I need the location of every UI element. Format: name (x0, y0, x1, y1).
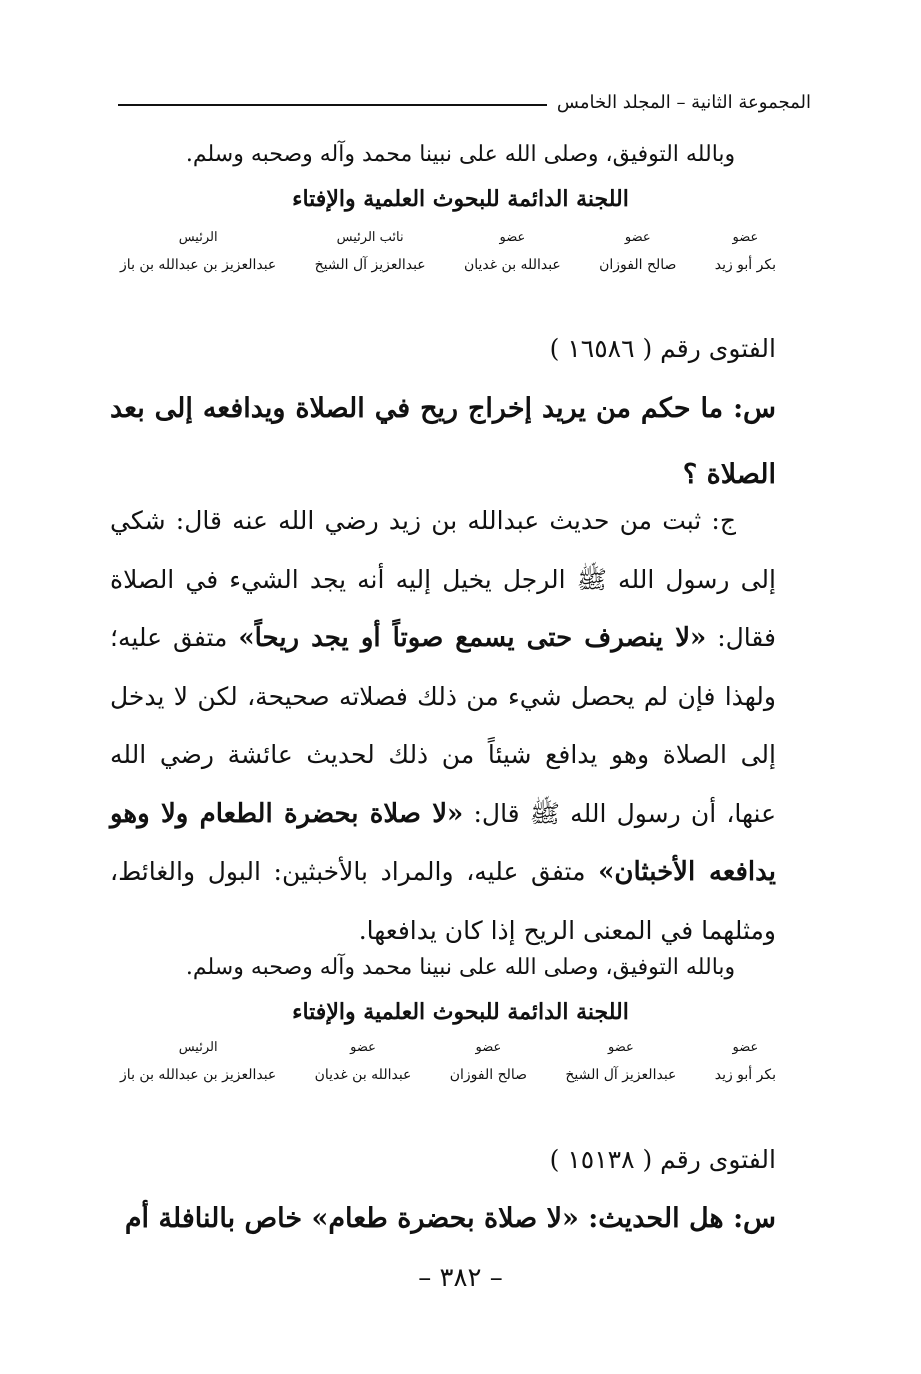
hadith-quote: «لا ينصرف حتى يسمع صوتاً أو يجد ريحاً» (238, 623, 707, 653)
signatory (120, 1040, 276, 1083)
answer-text: ج: ثبت من حديث عبدالله بن زيد رضي الله عنه قال: شكي إلى رسول الله ﷺ الرجل يخيل إليه أنه يجد الشيء في الصلاة فقال: (110, 506, 776, 652)
signatory-name: صالح الفوزان (599, 257, 677, 273)
signatory-name: بكر أبو زيد (714, 257, 776, 273)
hadith-quote: «لا صلاة بحضرة الطعام ولا وهو يدافعه الأخبثان» (110, 798, 776, 887)
signatory (464, 230, 561, 273)
closing-formula-2: وبالله التوفيق، وصلى الله على نبينا محمد وآله وصحبه وسلم. (185, 955, 736, 980)
signatory-role: عضو (350, 1040, 376, 1055)
signatory (565, 1040, 676, 1083)
running-header (118, 92, 811, 113)
signatory (715, 230, 776, 273)
signatory (450, 1040, 527, 1083)
signatory (315, 230, 426, 273)
question-1: س: ما حكم من يريد إخراج ريح في الصلاة ويدافعه إلى بعد الصلاة ؟ (110, 393, 776, 490)
signatories-2 (120, 1040, 776, 1083)
header-title: المجموعة الثانية – المجلد الخامس (556, 92, 811, 113)
page-number: – ٣٨٢ – (418, 1263, 503, 1293)
signatory-name: عبدالعزيز بن عبدالله بن باز (120, 1067, 277, 1083)
header-rule (118, 104, 547, 106)
question-2: س: هل الحديث: «لا صلاة بحضرة طعام» خاص بالنافلة أم (124, 1203, 776, 1234)
signatory-role: نائب الرئيس (336, 230, 404, 245)
signatory-name: صالح الفوزان (449, 1067, 528, 1083)
answer-text: متفق عليه؛ ولهذا فإن لم يحصل شيء من ذلك فصلاته صحيحة، لكن لا يدخل إلى الصلاة وهو يدافع شيئاً من ذلك لحديث عائشة رضي الله عنها، أن رسول الله ﷺ قال: (110, 623, 776, 828)
signatory-role: عضو (732, 1040, 759, 1055)
answer-1 (110, 492, 776, 960)
signatories-1 (120, 230, 776, 273)
signatory-name: عبدالعزيز آل الشيخ (565, 1067, 677, 1083)
signatory-name: عبدالله بن غديان (314, 1067, 412, 1083)
signatory (715, 1040, 776, 1083)
committee-name-2: اللجنة الدائمة للبحوث العلمية والإفتاء (292, 999, 629, 1025)
answer-text: متفق عليه، والمراد بالأخبثين: البول والغائط، ومثلهما في المعنى الريح إذا كان يدافعها. (110, 857, 776, 945)
signatory-role: عضو (608, 1040, 634, 1055)
signatory (120, 230, 276, 273)
signatory (315, 1040, 412, 1083)
closing-formula-1: وبالله التوفيق، وصلى الله على نبينا محمد وآله وصحبه وسلم. (185, 142, 736, 167)
signatory (599, 230, 676, 273)
signatory-name: عبدالعزيز آل الشيخ (314, 257, 426, 273)
signatory-role: عضو (499, 230, 526, 245)
signatory-role: عضو (475, 1040, 502, 1055)
signatory-name: بكر أبو زيد (714, 1067, 776, 1083)
signatory-name: عبدالعزيز بن عبدالله بن باز (120, 257, 277, 273)
signatory-role: الرئيس (178, 1040, 218, 1055)
signatory-role: عضو (624, 230, 651, 245)
signatory-role: الرئيس (178, 230, 218, 245)
signatory-name: عبدالله بن غديان (463, 257, 561, 273)
fatwa-number-1: الفتوى رقم ( ١٦٥٨٦ ) (549, 334, 776, 363)
signatory-role: عضو (732, 230, 759, 245)
committee-name-1: اللجنة الدائمة للبحوث العلمية والإفتاء (292, 186, 629, 212)
fatwa-number-2: الفتوى رقم ( ١٥١٣٨ ) (549, 1145, 776, 1174)
